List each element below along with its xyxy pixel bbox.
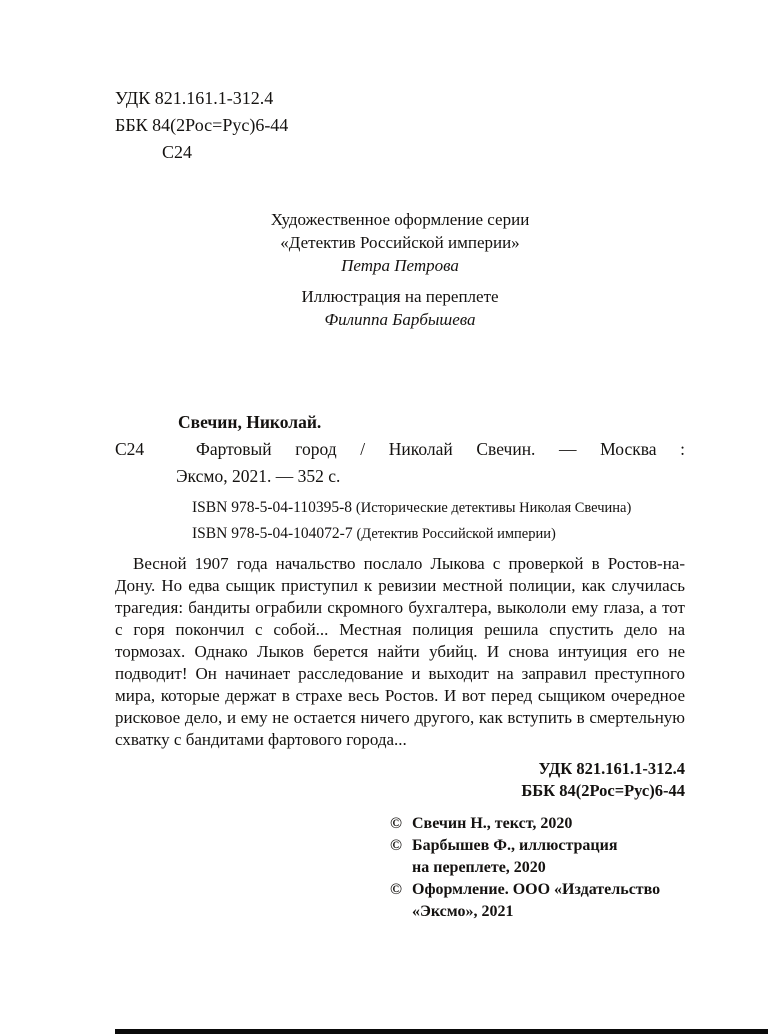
author-sign-margin: С24 — [115, 439, 145, 459]
bbk-code-bottom: ББК 84(2Рос=Рус)6-44 — [521, 781, 685, 800]
isbn-line-1 — [192, 495, 685, 521]
copyright-entry-lines — [412, 879, 660, 923]
udk-code-bottom: УДК 821.161.1-312.4 — [538, 759, 685, 778]
series-title: «Детектив Российской империи» — [280, 233, 520, 252]
isbn-note-2: (Детектив Российской империи) — [356, 526, 556, 542]
copyright-line: Барбышев Ф., иллюстрация — [412, 837, 618, 854]
series-designer-name: Петра Петрова — [341, 256, 459, 275]
copyright-line: Свечин Н., текст, 2020 — [412, 815, 573, 832]
copyright-entry-lines — [412, 835, 618, 879]
author-sign-top: С24 — [162, 142, 193, 162]
catalog-author-heading: Свечин, Николай. — [178, 412, 322, 432]
isbn-block — [192, 495, 685, 547]
isbn-number-2: ISBN 978-5-04-104072-7 — [192, 525, 353, 542]
copyright-entry-lines — [412, 813, 572, 835]
copyright-line: на переплете, 2020 — [412, 859, 546, 876]
series-block-gap — [115, 277, 685, 285]
cover-illustration-label: Иллюстрация на переплете — [301, 287, 499, 306]
udk-code-top: УДК 821.161.1-312.4 — [115, 88, 274, 108]
isbn-note-1: (Исторические детективы Николая Свечина) — [355, 500, 632, 516]
copyright-block — [390, 813, 685, 923]
isbn-number-1: ISBN 978-5-04-110395-8 — [192, 499, 353, 516]
copyright-entry-text — [390, 813, 685, 835]
copyright-symbol: © — [390, 815, 402, 832]
copyright-symbol: © — [390, 837, 402, 854]
bbk-code-top: ББК 84(2Рос=Рус)6-44 — [115, 115, 289, 135]
catalog-entry-row — [115, 436, 685, 490]
copyright-line: Оформление. ООО «Издательство — [412, 881, 661, 898]
copyright-entry-design — [390, 879, 685, 923]
cover-illustrator-name: Филиппа Барбышева — [324, 310, 476, 329]
classification-codes-top — [115, 85, 685, 166]
annotation-paragraph: Весной 1907 года начальство послало Лыкова с проверкой в Ростов-на-Дону. Но едва сыщик приступил к ревизии местной полиции, как случилась трагедия: бандиты ограбили скромного бухгалтера, выкололи ему глаза, а тот с горя покончил с собой... Местная полиция решила спустить дело на тормозах. Однако Лыков берется найти убийц. И снова интуиция его не подводит! Он начинает расследование и выходит на заправил преступного мира, которые держат в страхе весь Ростов. И вот перед сыщиком очередное рисковое дело, и ему не остается ничего другого, как вступить в смертельную схватку с бандитами фартового города... — [115, 554, 685, 749]
classification-codes-bottom — [115, 758, 685, 802]
copyright-entry-illustration — [390, 835, 685, 879]
copyright-symbol: © — [390, 881, 402, 898]
isbn-line-2 — [192, 521, 685, 547]
catalog-entry — [176, 436, 685, 490]
catalog-entry-line2: Эксмо, 2021. — 352 с. — [176, 466, 341, 486]
copyright-line: «Эксмо», 2021 — [412, 903, 514, 920]
catalog-card — [115, 409, 685, 547]
catalog-entry-line1: Фартовый город / Николай Свечин. — Москва : — [196, 439, 685, 459]
series-credits — [115, 208, 685, 331]
series-design-label: Художественное оформление серии — [270, 210, 530, 229]
page-bottom-rule — [115, 1029, 768, 1034]
